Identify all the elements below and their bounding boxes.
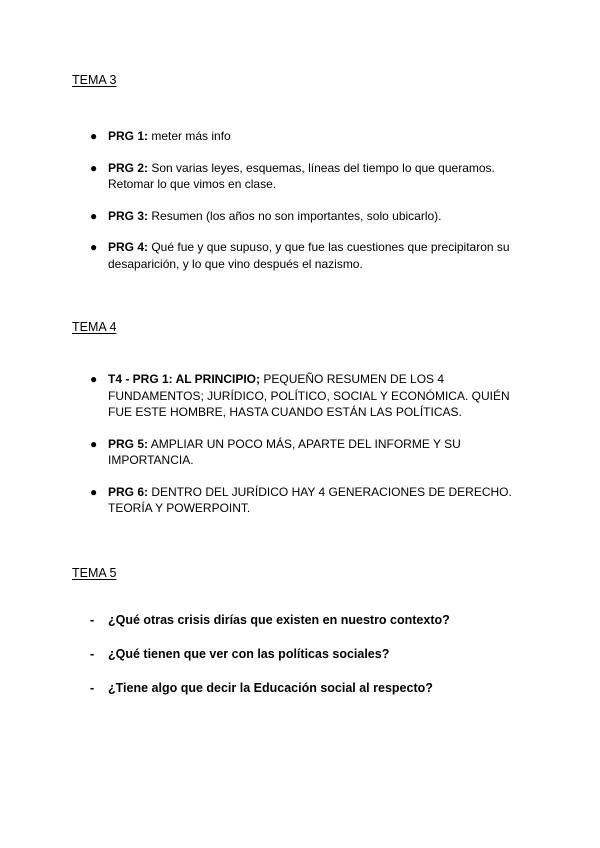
list-item bbox=[72, 239, 532, 272]
bullet-icon: ● bbox=[90, 436, 98, 451]
item-text: AMPLIAR UN POCO MÁS, APARTE DEL INFORME Y SU IMPORTANCIA. bbox=[108, 436, 461, 467]
item-text: DENTRO DEL JURÍDICO HAY 4 GENERACIONES DE DERECHO. TEORÍA Y POWERPOINT. bbox=[108, 484, 512, 515]
bullet-icon: ● bbox=[90, 484, 98, 499]
bullet-icon: ● bbox=[90, 208, 98, 223]
item-label: PRG 4: bbox=[108, 240, 149, 254]
item-label: PRG 6: bbox=[108, 484, 149, 499]
bullet-icon: ● bbox=[90, 372, 98, 386]
list-item bbox=[72, 208, 532, 225]
tema-3-list bbox=[72, 128, 532, 287]
list-item bbox=[72, 371, 532, 421]
item-text: Resumen (los años no son importantes, solo ubicarlo). bbox=[148, 208, 442, 223]
bullet-icon: ● bbox=[90, 129, 98, 143]
tema-5-question-list bbox=[72, 612, 532, 714]
item-label: PRG 1: bbox=[108, 129, 149, 143]
question-text: ¿Tiene algo que decir la Educación social al respecto? bbox=[108, 681, 433, 695]
section-heading-tema-4: TEMA 4 bbox=[72, 320, 117, 334]
item-text: PEQUEÑO RESUMEN DE LOS 4 FUNDAMENTOS; JURÍDICO, POLÍTICO, SOCIAL Y ECONÓMICA. QUIÉN FUE ESTE HOMBRE, HASTA CUANDO ESTÁN LAS POLÍTICAS. bbox=[108, 372, 510, 419]
question-text: ¿Qué otras crisis dirías que existen en nuestro contexto? bbox=[108, 613, 450, 627]
question-item bbox=[72, 680, 532, 697]
item-label: T4 - PRG 1: AL PRINCIPIO; bbox=[108, 372, 261, 386]
list-item bbox=[72, 128, 532, 145]
item-text: meter más info bbox=[148, 129, 231, 143]
dash-icon: - bbox=[90, 647, 95, 661]
bullet-icon: ● bbox=[90, 160, 98, 175]
dash-icon: - bbox=[90, 681, 95, 695]
section-heading-tema-5: TEMA 5 bbox=[72, 566, 117, 580]
item-text: Qué fue y que supuso, y que fue las cuestiones que precipitaron su desaparición, y lo que vino después el nazismo. bbox=[108, 240, 510, 271]
item-label: PRG 3: bbox=[108, 208, 149, 223]
item-text: Son varias leyes, esquemas, líneas del tiempo lo que queramos. Retomar lo que vimos en clase. bbox=[108, 160, 495, 191]
item-label: PRG 5: bbox=[108, 436, 149, 451]
list-item bbox=[72, 484, 532, 517]
item-label: PRG 2: bbox=[108, 160, 149, 175]
bullet-icon: ● bbox=[90, 240, 98, 254]
dash-icon: - bbox=[90, 613, 95, 627]
list-item bbox=[72, 160, 532, 193]
question-text: ¿Qué tienen que ver con las políticas sociales? bbox=[108, 647, 390, 661]
list-item bbox=[72, 436, 532, 469]
tema-4-list bbox=[72, 371, 532, 532]
question-item bbox=[72, 612, 532, 629]
section-heading-tema-3: TEMA 3 bbox=[72, 73, 117, 87]
question-item bbox=[72, 646, 532, 663]
